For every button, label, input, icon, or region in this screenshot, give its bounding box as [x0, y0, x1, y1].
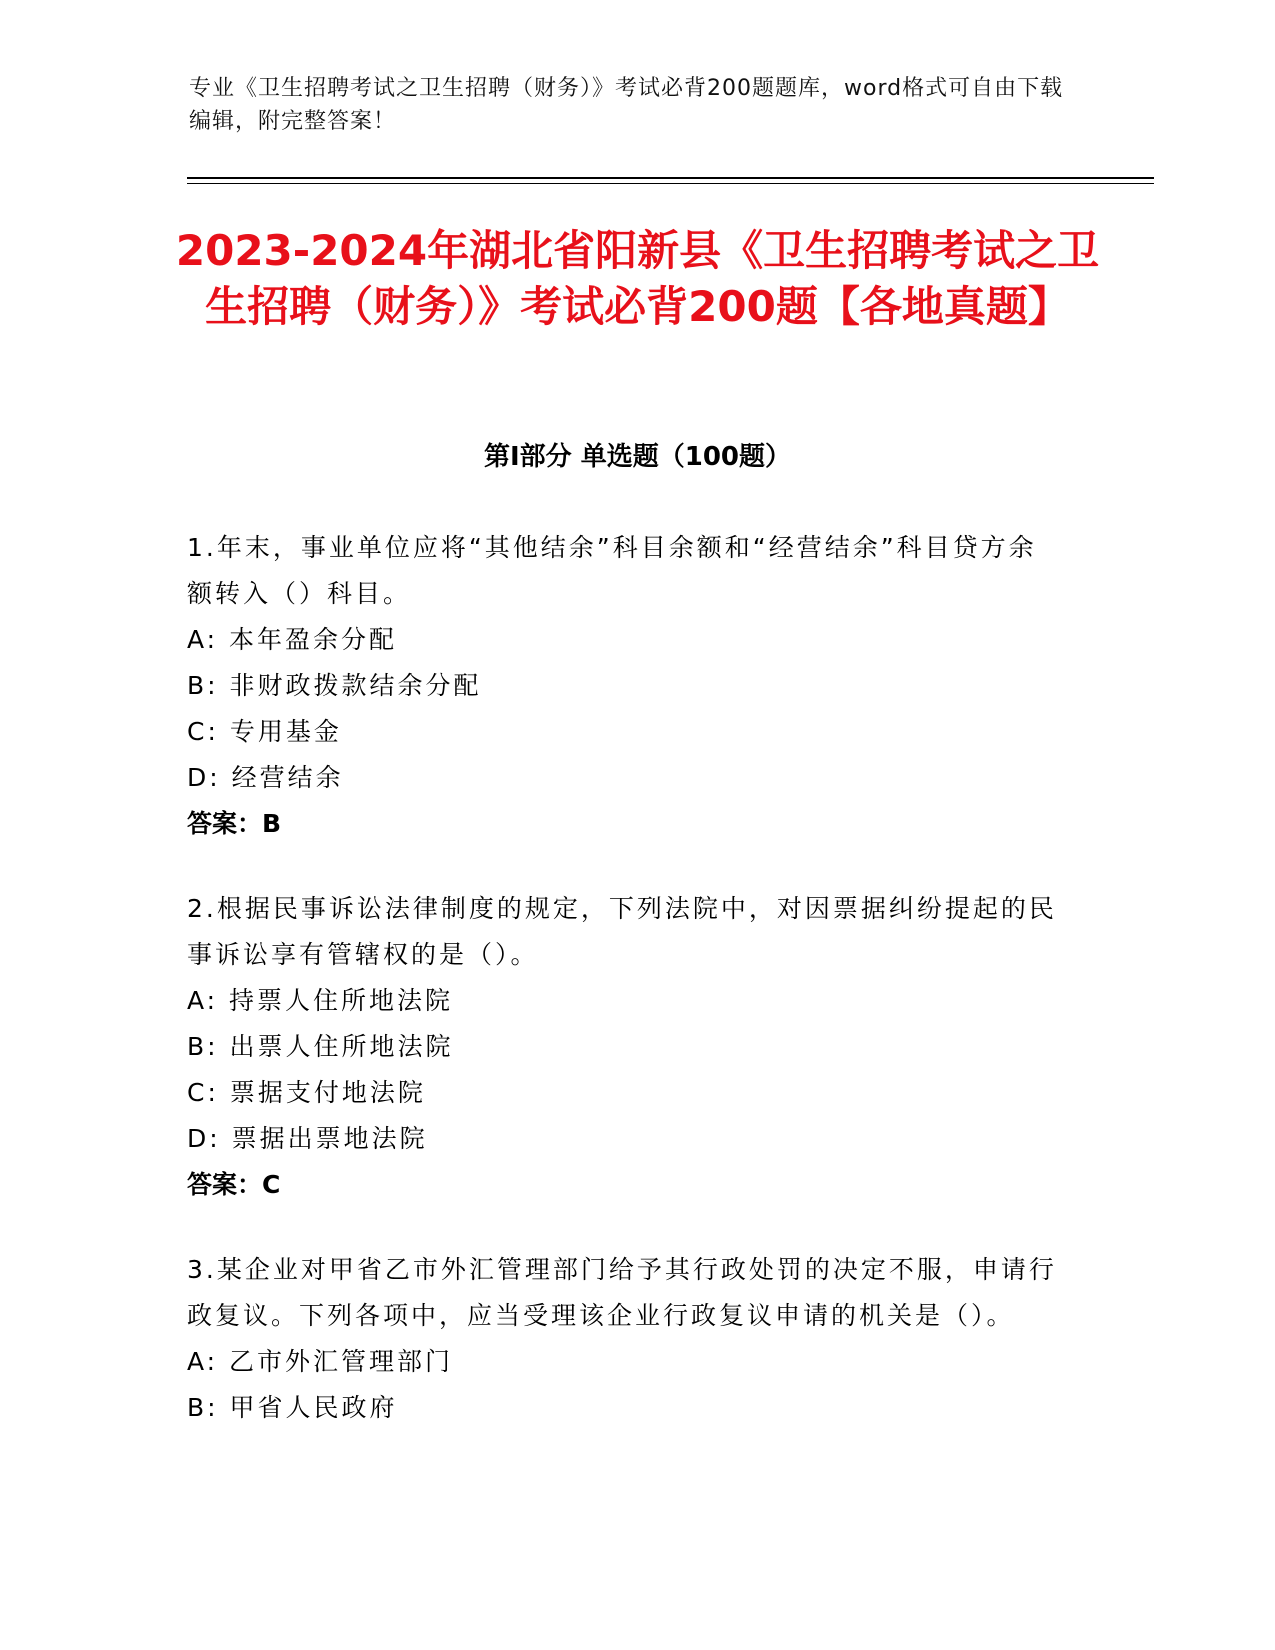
option-a: A: 乙市外汇管理部门 [187, 1347, 454, 1376]
option-d: D: 票据出票地法院 [187, 1124, 428, 1153]
question-1 [187, 525, 1057, 847]
answer: 答案：C [187, 1170, 281, 1199]
option-a: A: 本年盈余分配 [187, 625, 398, 654]
question-list [187, 525, 1057, 1470]
answer: 答案：B [187, 809, 282, 838]
question-stem: 2.根据民事诉讼法律制度的规定，下列法院中，对因票据纠纷提起的民事诉讼享有管辖权的是（）。 [187, 894, 1057, 969]
header-divider-thin [187, 183, 1154, 184]
header-divider-thick [187, 177, 1154, 179]
option-b: B: 出票人住所地法院 [187, 1032, 454, 1061]
option-d: D: 经营结余 [187, 763, 344, 792]
option-c: C: 票据支付地法院 [187, 1078, 426, 1107]
section-title: 第Ⅰ部分 单选题（100题） [484, 442, 791, 472]
question-3 [187, 1247, 1057, 1431]
document-title: 2023-2024年湖北省阳新县《卫生招聘考试之卫生招聘（财务）》考试必背200题【各地真题】 [175, 226, 1100, 331]
question-stem: 1.年末，事业单位应将“其他结余”科目余额和“经营结余”科目贷方余额转入（）科目。 [187, 533, 1037, 608]
question-stem: 3.某企业对甲省乙市外汇管理部门给予其行政处罚的决定不服，申请行政复议。下列各项中，应当受理该企业行政复议申请的机关是（）。 [187, 1255, 1057, 1330]
option-a: A: 持票人住所地法院 [187, 986, 454, 1015]
option-b: B: 甲省人民政府 [187, 1393, 398, 1422]
option-b: B: 非财政拨款结余分配 [187, 671, 482, 700]
option-c: C: 专用基金 [187, 717, 342, 746]
question-2 [187, 886, 1057, 1208]
header-note: 专业《卫生招聘考试之卫生招聘（财务）》考试必背200题题库，word格式可自由下载编辑，附完整答案！ [189, 76, 1064, 134]
